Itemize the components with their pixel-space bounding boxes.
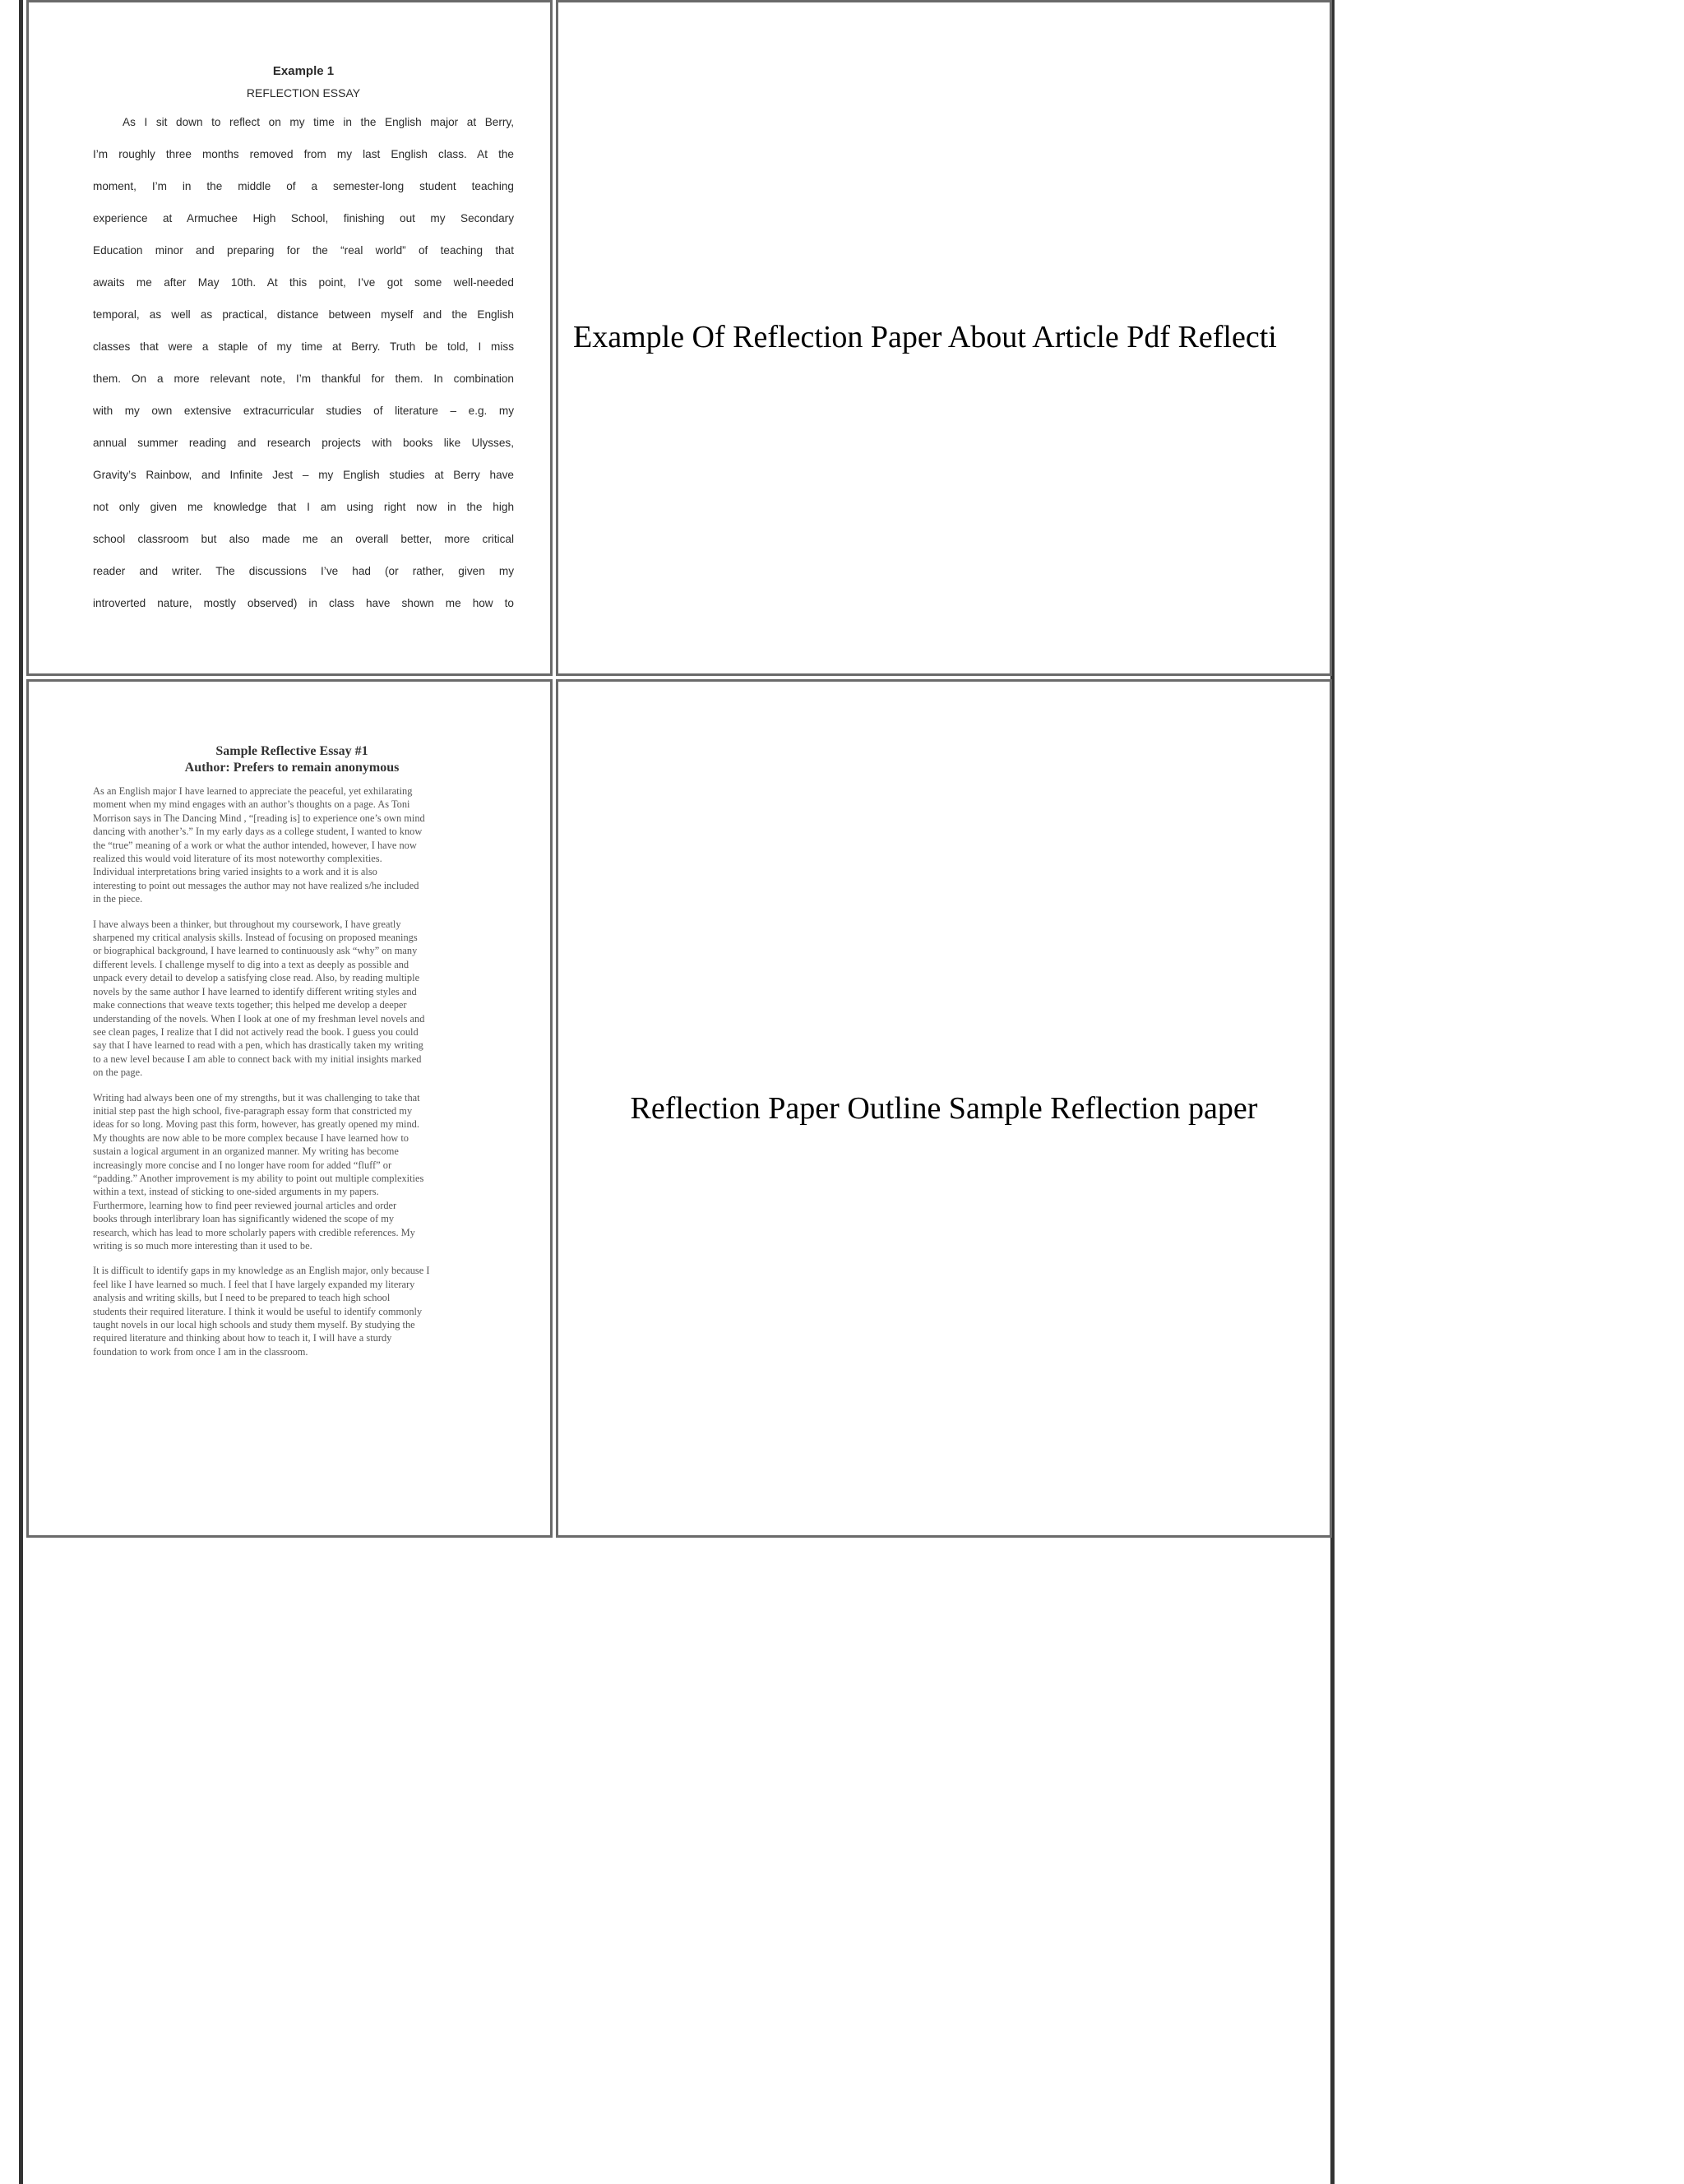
essay-page-example-1	[93, 64, 514, 627]
essay-line: not only given me knowledge that I am using right now in the high	[93, 501, 514, 513]
essay-line: awaits me after May 10th. At this point, I’ve got some well-needed	[93, 276, 514, 289]
essay-line: experience at Armuchee High School, finishing out my Secondary	[93, 212, 514, 224]
essay-line: Education minor and preparing for the “real world” of teaching that	[93, 244, 514, 257]
image-caption: Reflection Paper Outline Sample Reflection paper	[630, 1091, 1258, 1126]
essay-line: them. On a more relevant note, I’m thankful for them. In combination	[93, 372, 514, 385]
essay-page-sample-1	[93, 743, 491, 1370]
essay-line: school classroom but also made me an overall better, more critical	[93, 533, 514, 545]
essay-line: As I sit down to reflect on my time in the English major at Berry,	[123, 116, 514, 128]
essay-line: classes that were a staple of my time at Berry. Truth be told, I miss	[93, 340, 514, 353]
essay-line: moment, I’m in the middle of a semester-long student teaching	[93, 180, 514, 192]
essay-line: Gravity’s Rainbow, and Infinite Jest – my English studies at Berry have	[93, 469, 514, 481]
essay-line: with my own extensive extracurricular studies of literature – e.g. my	[93, 405, 514, 417]
image-cell-example-1[interactable]	[26, 0, 553, 676]
essay-subtitle: REFLECTION ESSAY	[246, 86, 361, 99]
image-caption: Example Of Reflection Paper About Article Pdf Reflecti	[573, 320, 1277, 354]
essay-line: reader and writer. The discussions I’ve had (or rather, given my	[93, 565, 514, 577]
image-cell-caption-2[interactable]	[556, 679, 1332, 1538]
essay-line: temporal, as well as practical, distance between myself and the English	[93, 308, 514, 321]
essay-paragraph: Writing had always been one of my strengths, but it was challenging to take that initial step past the high school, five-paragraph essay form that constricted my ideas for so long. Moving past this form, however, has greatly opened my mind. My thoughts are now able to be more complex because I have learned how to sustain a logical argument in an organized manner. My writing has become increasingly more concise and I no longer have room for added “fluff” or “padding.” Another improvement is my ability to point out multiple complexities within a text, instead of sticking to one-sided arguments in my papers. Furthermore, learning how to find peer reviewed journal articles and order books through interlibrary loan has significantly widened the scope of my research, which has lead to more scholarly papers with credible references. My writing is so much more interesting than it used to be.	[93, 1091, 424, 1252]
essay-title: Example 1	[272, 64, 335, 78]
essay-author: Author: Prefers to remain anonymous	[184, 761, 400, 775]
essay-paragraph: As an English major I have learned to appreciate the peaceful, yet exhilarating moment when my mind engages with an author’s thoughts on a page. As Toni Morrison says in The Dancing Mind , “[reading is] to experience one’s own mind dancing with another’s.” In my early days as a college student, I wanted to know the “true” meaning of a work or what the author intended, however, I have now realized this would void literature of its most noteworthy complexities. Individual interpretations bring varied insights to a work and it is also interesting to point out messages the author may not have realized s/he included in the piece.	[93, 785, 425, 905]
essay-paragraph: It is difficult to identify gaps in my knowledge as an English major, only because I feel like I have learned so much. I feel that I have largely expanded my literary analysis and writing skills, but I need to be prepared to teach high school students their required literature. I think it would be useful to identify commonly taught novels in our local high schools and study them myself. By studying the required literature and thinking about how to teach it, I will have a sturdy foundation to work from once I am in the classroom.	[93, 1265, 430, 1358]
essay-paragraph: I have always been a thinker, but throughout my coursework, I have greatly sharpened my critical analysis skills. Instead of focusing on proposed meanings or biographical background, I have learned to continuously ask “why” on many different levels. I challenge myself to dig into a text as deeply as possible and unpack every detail to develop a satisfying close read. Also, by reading multiple novels by the same author I have learned to identify different writing styles and make connections that weave texts together; this helped me develop a deeper understanding of the novels. When I look at one of my freshman level novels and see clean pages, I realize that I did not actively read the book. I guess you could say that I have learned to read with a pen, which has drastically taken my writing to a new level because I am able to connect back with my initial insights marked on the page.	[93, 918, 425, 1079]
essay-line: annual summer reading and research projects with books like Ulysses,	[93, 437, 514, 449]
essay-line: I’m roughly three months removed from my last English class. At the	[93, 148, 514, 160]
essay-title: Sample Reflective Essay #1	[215, 744, 368, 758]
essay-line: introverted nature, mostly observed) in class have shown me how to	[93, 597, 514, 609]
image-cell-sample-essay[interactable]	[26, 679, 553, 1538]
image-cell-caption-1[interactable]	[556, 0, 1332, 676]
